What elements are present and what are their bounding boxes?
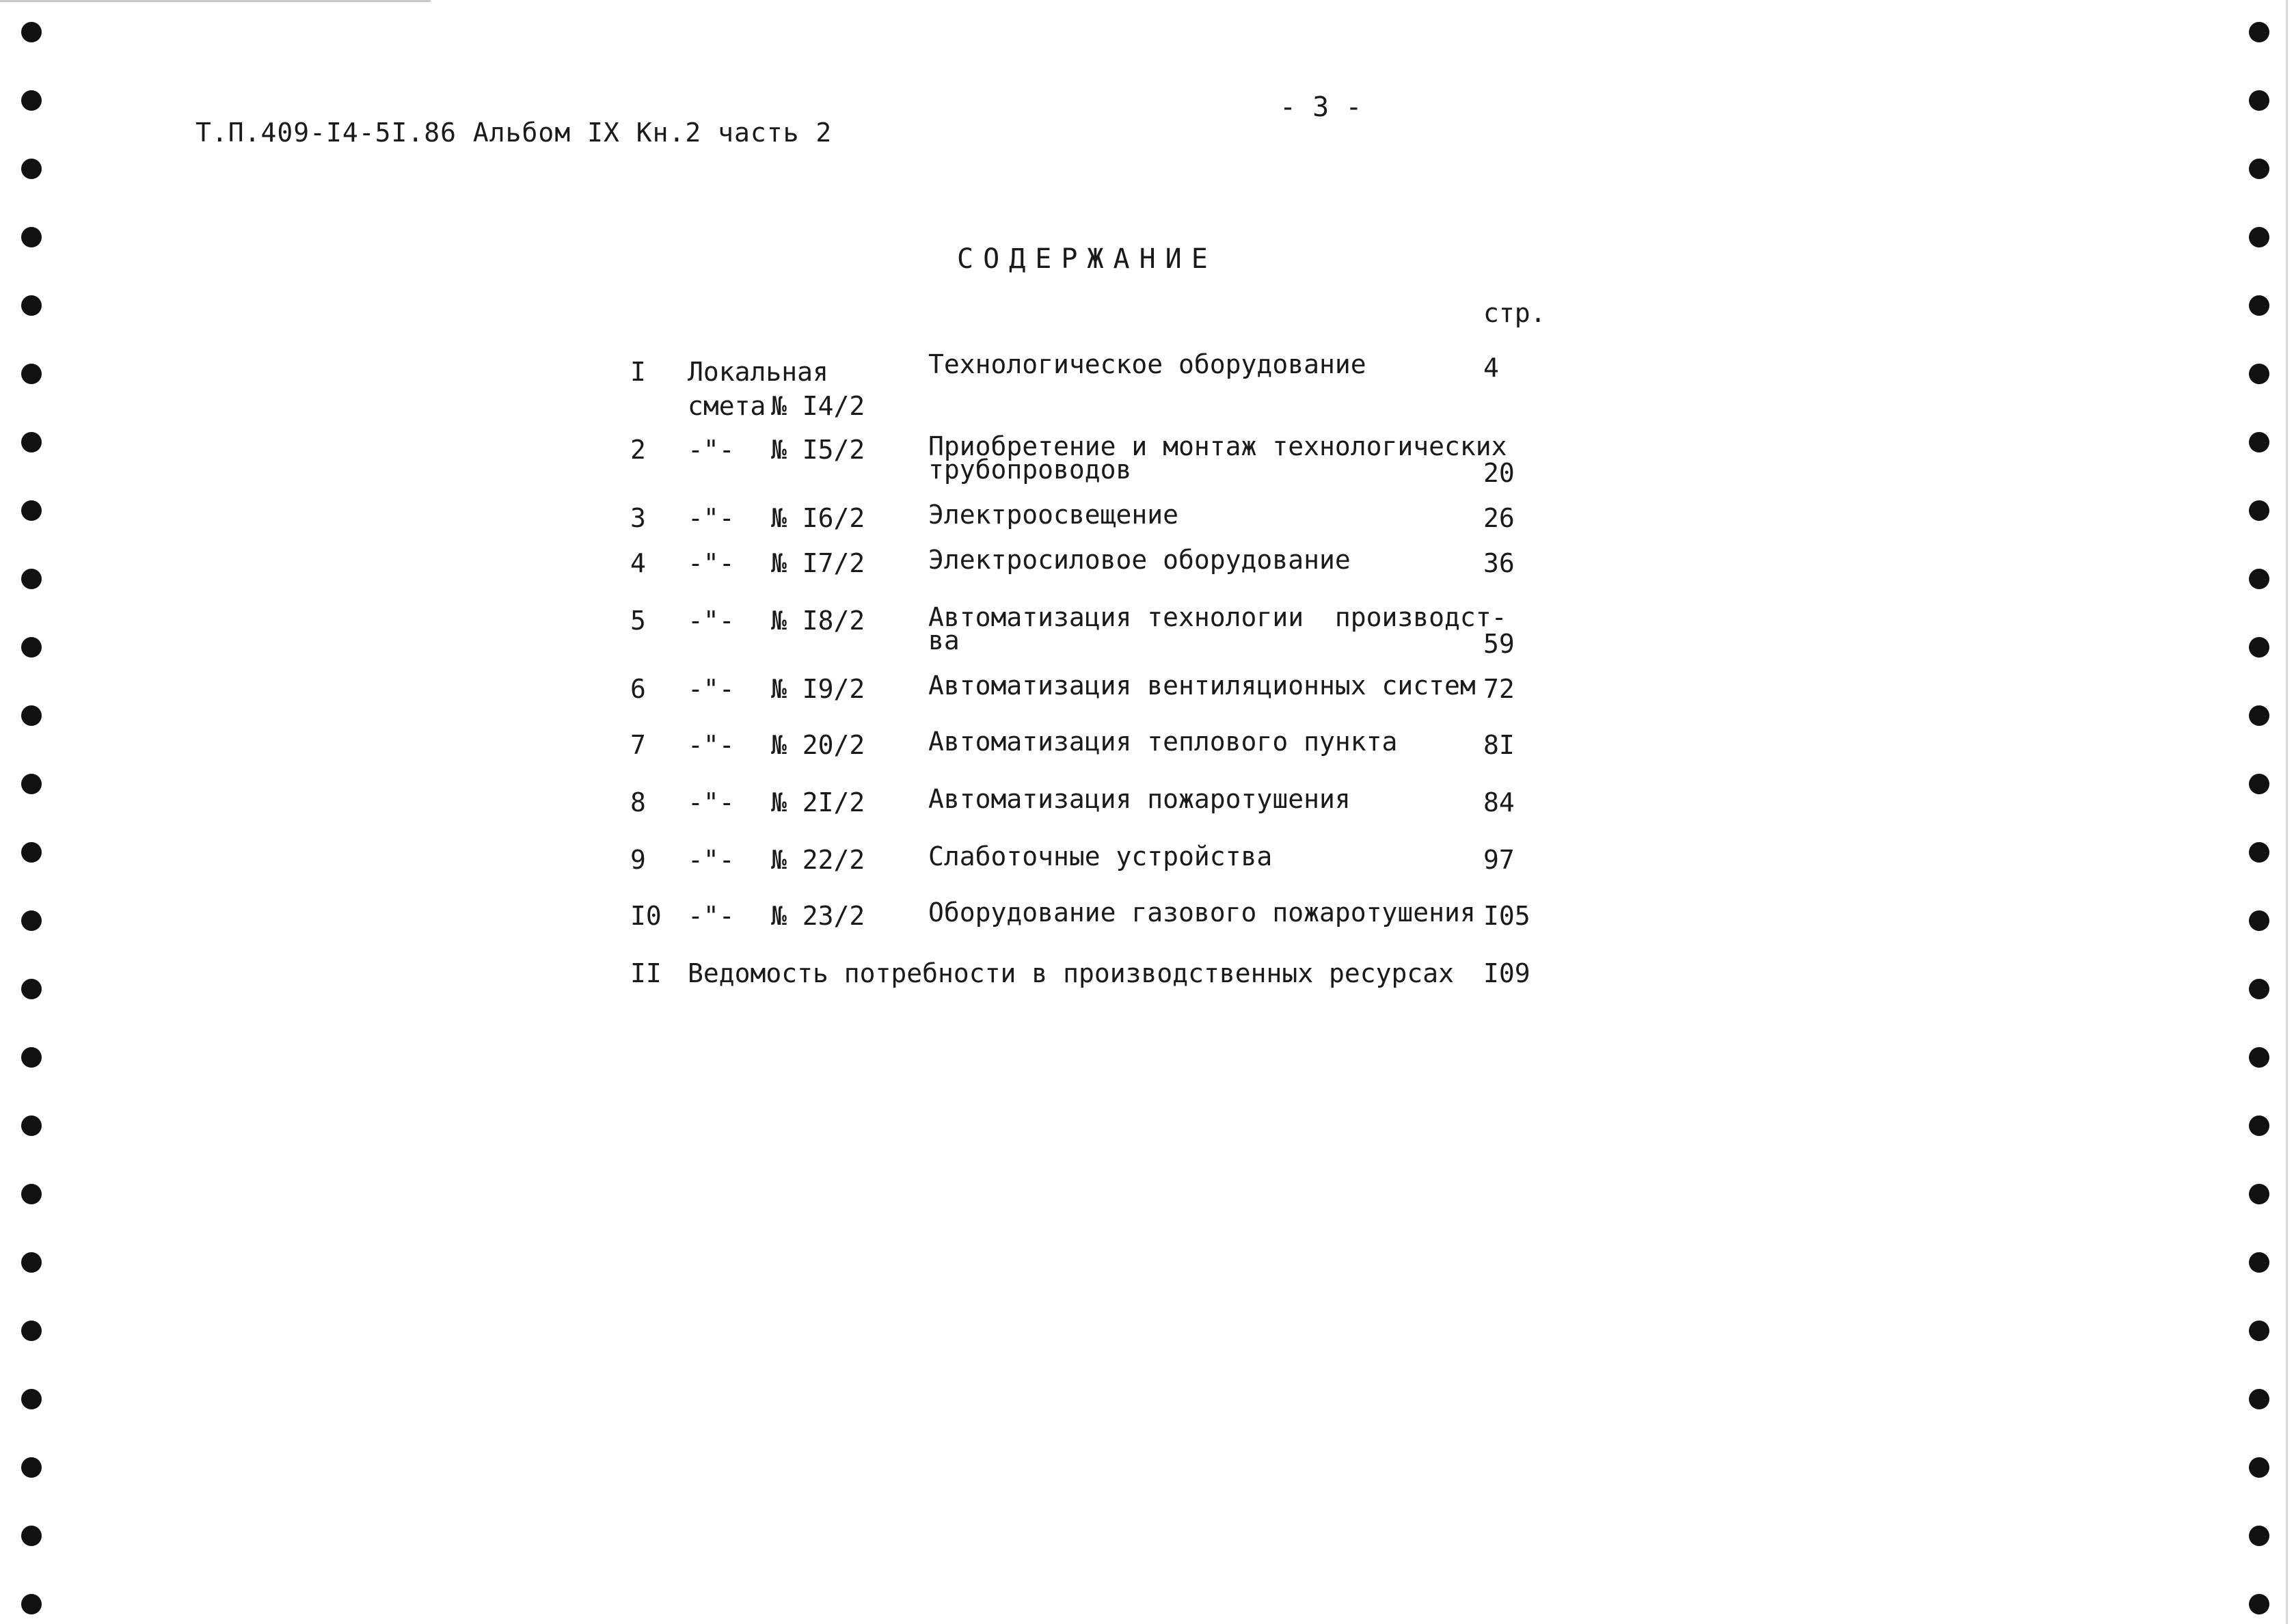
estimate-number: № 2I/2 — [771, 787, 865, 817]
perforation-hole — [2249, 910, 2269, 931]
perforation-hole — [21, 637, 42, 658]
perforation-hole — [2249, 637, 2269, 658]
perforation-hole — [21, 1115, 42, 1136]
row-title: Автоматизация технологии производст- — [928, 602, 1507, 632]
left-perforation-strip — [11, 0, 52, 1624]
row-page: 4 — [1483, 353, 1499, 383]
perforation-hole — [2249, 500, 2269, 521]
contents-title: СОДЕРЖАНИЕ — [957, 243, 1217, 275]
perforation-hole — [2249, 842, 2269, 863]
row-title: Автоматизация теплового пункта — [928, 727, 1398, 757]
row-page: 59 — [1483, 629, 1515, 659]
estimate-number: № 20/2 — [771, 730, 865, 760]
row-title-line2: ва — [928, 625, 960, 655]
row-number: 2 — [630, 435, 646, 465]
estimate-number: № I8/2 — [771, 606, 865, 636]
ditto-mark: -"- — [688, 730, 735, 760]
row-title: Электроосвещение — [928, 500, 1179, 530]
row-page: 97 — [1483, 845, 1515, 875]
row-title: Ведомость потребности в производственных ресурсах — [688, 958, 1455, 988]
perforation-hole — [2249, 774, 2269, 794]
row-page: 36 — [1483, 548, 1515, 578]
estimate-number: № I9/2 — [771, 674, 865, 704]
row-title: Автоматизация пожаротушения — [928, 784, 1351, 814]
row-title: Слаботочные устройства — [928, 841, 1273, 871]
row-number: 9 — [630, 845, 646, 875]
row-number: 5 — [630, 606, 646, 636]
ditto-mark: -"- — [688, 606, 735, 636]
perforation-hole — [21, 1047, 42, 1068]
perforation-hole — [21, 90, 42, 111]
row-number: 6 — [630, 674, 646, 704]
right-perforation-strip — [2239, 0, 2280, 1624]
row-page: 26 — [1483, 503, 1515, 533]
estimate-number: № 22/2 — [771, 845, 865, 875]
ditto-mark: -"- — [688, 548, 735, 578]
perforation-hole — [21, 1594, 42, 1614]
estimate-number: № I5/2 — [771, 435, 865, 465]
row-page: 20 — [1483, 458, 1515, 488]
perforation-hole — [2249, 1526, 2269, 1546]
perforation-hole — [2249, 979, 2269, 999]
perforation-hole — [21, 1457, 42, 1478]
row-number: 3 — [630, 503, 646, 533]
perforation-hole — [2249, 227, 2269, 247]
perforation-hole — [21, 910, 42, 931]
perforation-hole — [21, 364, 42, 384]
perforation-hole — [21, 432, 42, 452]
perforation-hole — [2249, 295, 2269, 316]
estimate-label-line2: смета — [688, 391, 766, 421]
row-number: 4 — [630, 548, 646, 578]
perforation-hole — [2249, 1594, 2269, 1614]
perforation-hole — [21, 842, 42, 863]
perforation-hole — [2249, 1321, 2269, 1341]
perforation-hole — [21, 774, 42, 794]
perforation-hole — [2249, 705, 2269, 726]
perforation-hole — [2249, 1252, 2269, 1273]
ditto-mark: -"- — [688, 674, 735, 704]
row-page: I05 — [1483, 901, 1530, 931]
perforation-hole — [21, 705, 42, 726]
estimate-number: № I7/2 — [771, 548, 865, 578]
row-title: Технологическое оборудование — [928, 349, 1366, 379]
row-number: 7 — [630, 730, 646, 760]
ditto-mark: -"- — [688, 503, 735, 533]
perforation-hole — [21, 295, 42, 316]
row-number: I0 — [630, 901, 662, 931]
perforation-hole — [21, 1252, 42, 1273]
perforation-hole — [21, 1526, 42, 1546]
perforation-hole — [2249, 1184, 2269, 1204]
row-number: 8 — [630, 787, 646, 817]
perforation-hole — [2249, 90, 2269, 111]
perforation-hole — [21, 1321, 42, 1341]
estimate-number: № 23/2 — [771, 901, 865, 931]
perforation-hole — [2249, 364, 2269, 384]
row-number: I — [630, 357, 646, 387]
perforation-hole — [2249, 1457, 2269, 1478]
ditto-mark: -"- — [688, 845, 735, 875]
perforation-hole — [21, 1184, 42, 1204]
estimate-number: № I6/2 — [771, 503, 865, 533]
row-title: Электросиловое оборудование — [928, 545, 1351, 575]
top-edge-line — [0, 0, 431, 2]
right-edge-line — [2286, 0, 2288, 1624]
perforation-hole — [21, 979, 42, 999]
row-title: Приобретение и монтаж технологических — [928, 431, 1507, 461]
perforation-hole — [21, 500, 42, 521]
perforation-hole — [2249, 1047, 2269, 1068]
page-column-header: стр. — [1483, 298, 1546, 328]
ditto-mark: -"- — [688, 901, 735, 931]
estimate-label: Локальная — [688, 357, 828, 387]
perforation-hole — [21, 159, 42, 179]
ditto-mark: -"- — [688, 435, 735, 465]
perforation-hole — [21, 1389, 42, 1409]
ditto-mark: -"- — [688, 787, 735, 817]
row-title: Оборудование газового пожаротушения — [928, 897, 1476, 928]
perforation-hole — [2249, 1115, 2269, 1136]
row-page: 84 — [1483, 787, 1515, 817]
row-number: II — [630, 958, 662, 988]
perforation-hole — [2249, 1389, 2269, 1409]
row-title: Автоматизация вентиляционных систем — [928, 671, 1476, 701]
perforation-hole — [21, 569, 42, 589]
row-page: 8I — [1483, 730, 1515, 760]
perforation-hole — [2249, 22, 2269, 42]
perforation-hole — [2249, 569, 2269, 589]
page-number: - 3 - — [1280, 92, 1362, 123]
estimate-number: № I4/2 — [771, 391, 865, 421]
perforation-hole — [21, 227, 42, 247]
row-page: 72 — [1483, 674, 1515, 704]
perforation-hole — [21, 22, 42, 42]
row-page: I09 — [1483, 958, 1530, 988]
document-header: Т.П.409-I4-5I.86 Альбом IX Кн.2 часть 2 — [195, 118, 833, 148]
row-title-line2: трубопроводов — [928, 455, 1132, 485]
perforation-hole — [2249, 159, 2269, 179]
perforation-hole — [2249, 432, 2269, 452]
